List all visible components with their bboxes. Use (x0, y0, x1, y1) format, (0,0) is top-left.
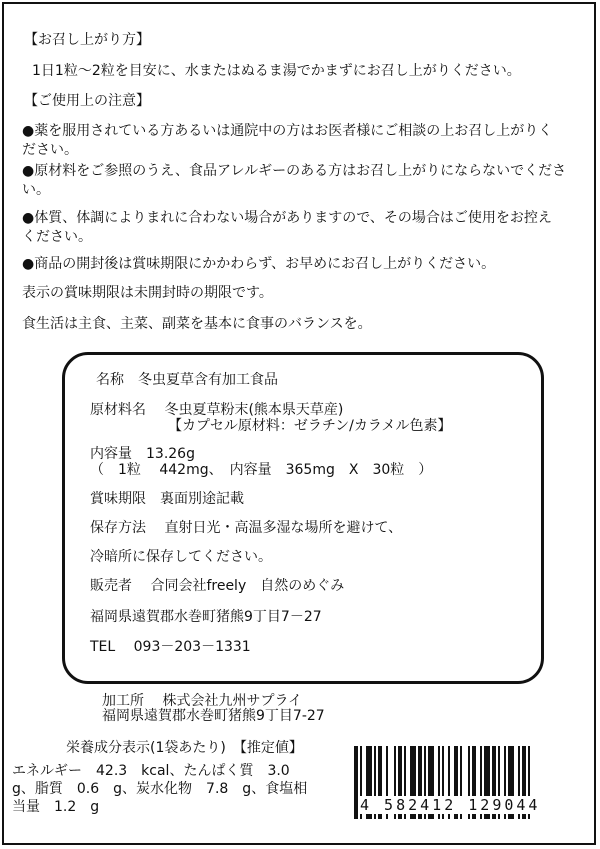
nutrition-line-2: g、脂質 0.6 g、炭水化物 7.8 g、食塩相 (12, 781, 308, 797)
label-content-line2: （ 1粒 442mg、 内容量 365mg X 30粒 ） (90, 462, 433, 478)
caution-item-2-line1: ●原材料をご参照のうえ、食品アレルギーのある方はお召し上がりにならないでくださ (22, 163, 567, 179)
usage-text: 1日1粒～2粒を目安に、水またはぬるま湯でかまずにお召し上がりください。 (32, 63, 521, 79)
nutrition-line-1: エネルギー 42.3 kcal、たんぱく質 3.0 (12, 763, 290, 779)
caution-note-2: 食生活は主食、主菜、副菜を基本に食事のバランスを。 (22, 316, 372, 332)
label-storage-line1: 保存方法 直射日光・高温多湿な場所を避けて、 (90, 520, 403, 536)
manufacturer-line1: 加工所 株式会社九州サプライ (102, 693, 303, 709)
caution-item-2-line2: い。 (22, 182, 50, 198)
label-seller: 販売者 合同会社freely 自然のめぐみ (90, 578, 345, 594)
manufacturer-line2: 福岡県遠賀郡水巻町猪熊9丁目7-27 (102, 708, 325, 724)
nutrition-heading: 栄養成分表示(1袋あたり) 【推定値】 (66, 740, 303, 756)
label-ingredients-line2: 【カプセル原材料：ゼラチン/カラメル色素】 (168, 418, 452, 434)
caution-item-3-line2: ください。 (22, 229, 92, 245)
label-name: 名称 冬虫夏草含有加工食品 (96, 372, 278, 388)
caution-heading: 【ご使用上の注意】 (24, 93, 150, 109)
label-address: 福岡県遠賀郡水巻町猪熊9丁目7－27 (90, 609, 322, 625)
barcode-digits: 4 582412 129044 (360, 796, 541, 814)
caution-item-3-line1: ●体質、体調によりまれに合わない場合がありますので、その場合はご使用をお控え (22, 210, 552, 226)
usage-heading: 【お召し上がり方】 (24, 32, 150, 48)
label-content-line1: 内容量 13.26g (90, 446, 195, 462)
label-ingredients-line1: 原材料名 冬虫夏草粉末(熊本県天草産) (90, 402, 344, 418)
label-expiry: 賞味期限 裏面別途記載 (90, 491, 244, 507)
nutrition-line-3: 当量 1.2 g (12, 799, 100, 815)
caution-item-1-line1: ●薬を服用されている方あるいは通院中の方はお医者様にご相談の上お召し上がりく (22, 123, 553, 139)
caution-note-1: 表示の賞味期限は未開封時の期限です。 (22, 285, 273, 301)
caution-item-4: ●商品の開封後は賞味期限にかかわらず、お早めにお召し上がりください。 (22, 256, 496, 272)
caution-item-1-line2: ださい。 (22, 142, 78, 158)
label-tel: TEL 093－203－1331 (90, 639, 251, 655)
label-storage-line2: 冷暗所に保存してください。 (90, 549, 272, 565)
